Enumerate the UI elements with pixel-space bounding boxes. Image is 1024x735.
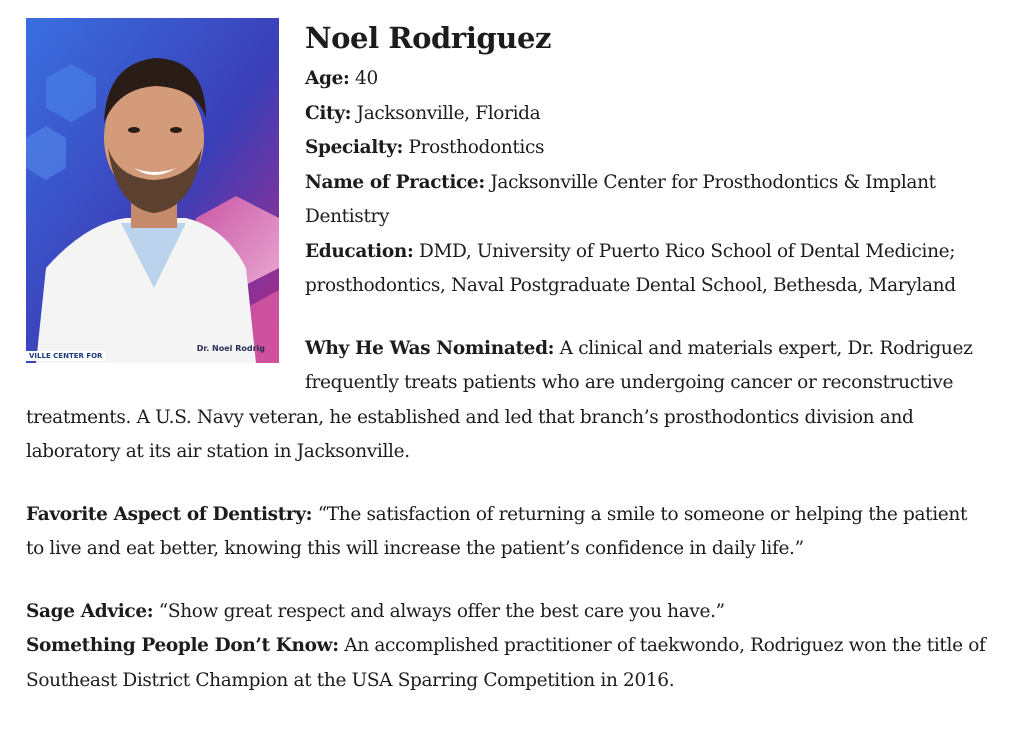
- nominated-label: Why He Was Nominated:: [305, 337, 555, 359]
- unknown-paragraph: [26, 629, 986, 698]
- unknown-value: An accomplished practitioner of taekwondo, Rodriguez won the title of Southeast District Champion at the USA Sparring Competition in 2016.: [26, 635, 986, 691]
- practice-value: Jacksonville Center for Prosthodontics & Implant Dentistry: [305, 171, 936, 227]
- city-value: Jacksonville, Florida: [356, 102, 541, 124]
- advice-label: Sage Advice:: [26, 600, 154, 622]
- education-label: Education:: [305, 240, 414, 262]
- advice-value: “Show great respect and always offer the best care you have.”: [158, 600, 725, 622]
- specialty-value: Prosthodontics: [408, 137, 545, 158]
- age-label: Age:: [305, 68, 350, 89]
- specialty-label: Specialty:: [305, 137, 403, 158]
- age-value: 40: [355, 68, 378, 89]
- portrait-illustration: [26, 18, 279, 363]
- advice-paragraph: [26, 595, 986, 630]
- city-label: City:: [305, 102, 352, 124]
- profile-photo: [26, 18, 279, 363]
- nominated-value: A clinical and materials expert, Dr. Rodriguez frequently treats patients who are undergoing cancer or reconstructive treatments. A U.S. Navy veteran, he established and led that branch’s prosthodontics division and laboratory at its air station in Jacksonville.: [26, 337, 973, 462]
- profile-name: Noel Rodriguez: [305, 21, 552, 55]
- favorite-paragraph: [26, 498, 986, 567]
- education-value: DMD, University of Puerto Rico School of Dental Medicine; prosthodontics, Naval Postgraduate Dental School, Bethesda, Maryland: [305, 240, 956, 296]
- photo-badge-text: VILLE CENTER FOR: [26, 351, 105, 361]
- photo-name-tag: Dr. Noel Rodrig: [196, 344, 265, 353]
- favorite-label: Favorite Aspect of Dentistry:: [26, 503, 313, 525]
- profile-content: [26, 18, 986, 698]
- practice-label: Name of Practice:: [305, 171, 485, 193]
- favorite-value: “The satisfaction of returning a smile to someone or helping the patient to live and eat better, knowing this will increase the patient’s confidence in daily life.”: [26, 503, 968, 559]
- unknown-label: Something People Don’t Know:: [26, 635, 339, 656]
